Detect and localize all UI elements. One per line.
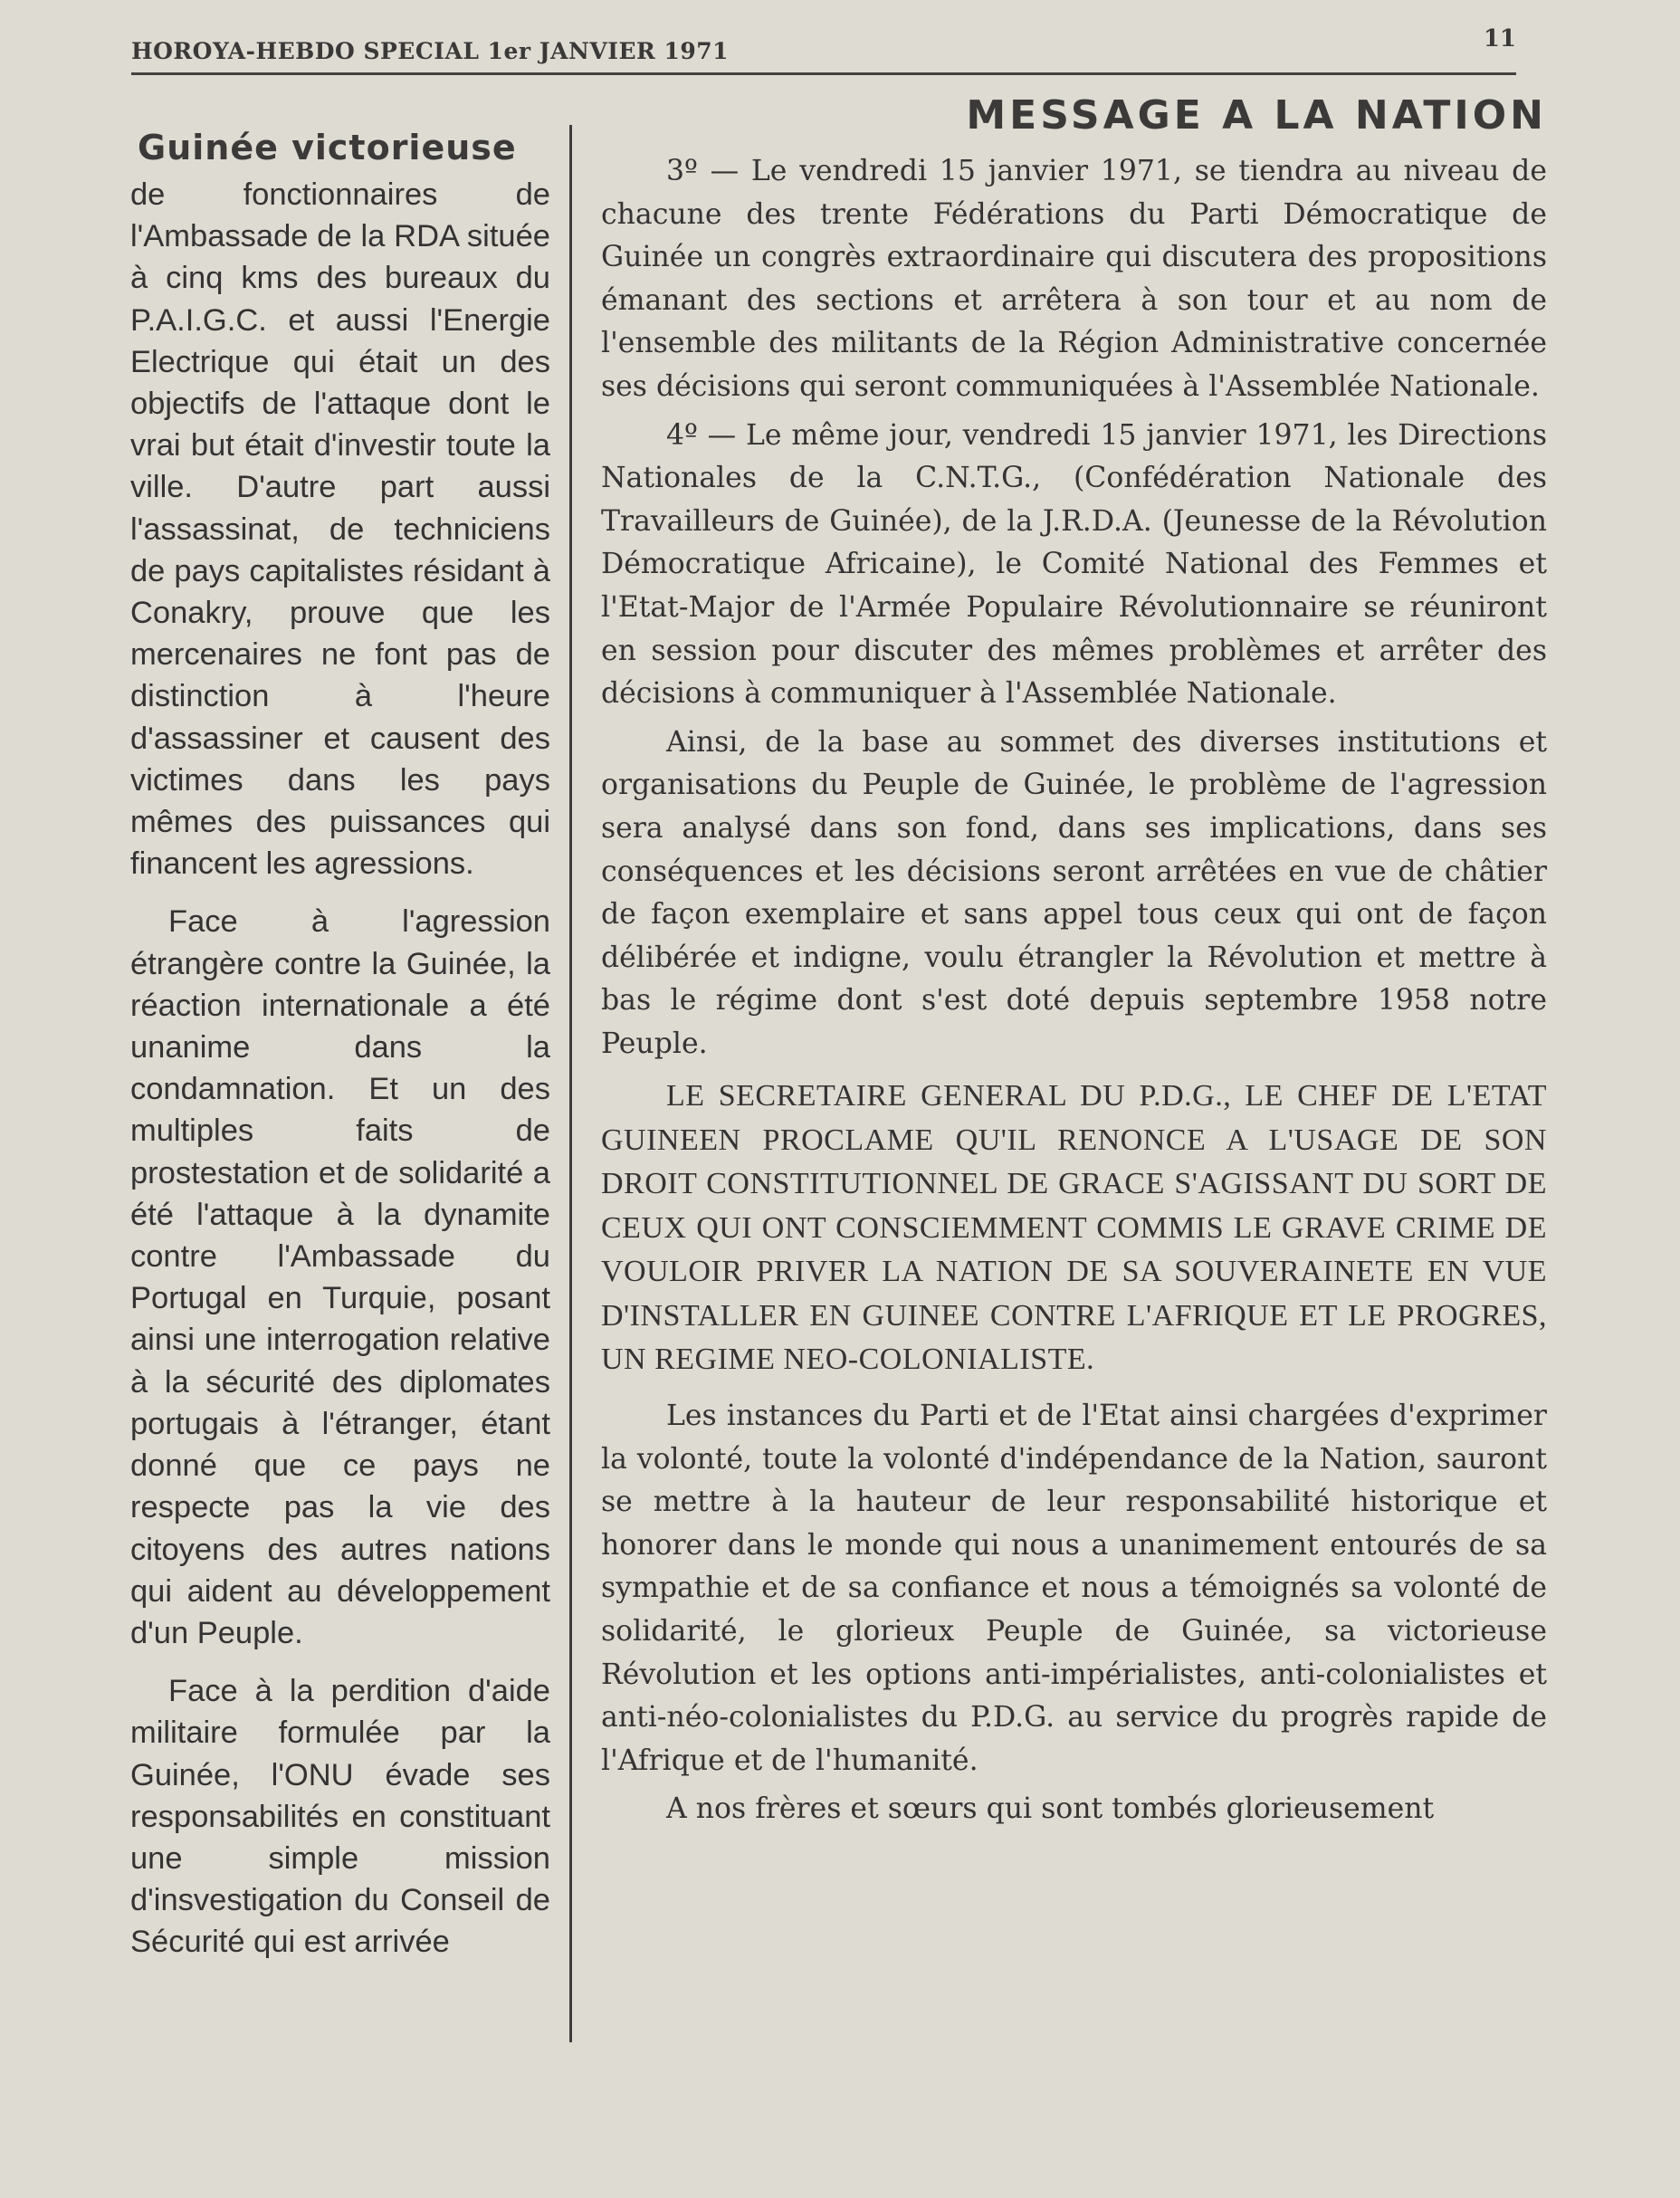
proclamation-paragraph: LE SECRETAIRE GENERAL DU P.D.G., LE CHEF DE L'ETAT GUINEEN PROCLAME QU'IL RENONCE A L'USAGE DE SON DROIT CONSTITUTIONNEL DE GRACE S'AGISSANT DU SORT DE CEUX QUI ONT CONSCIEMMENT COMMIS LE GRAVE CRIME DE VOULOIR PRIVER LA NATION DE SA SOUVERAINETE EN VUE D'INSTALLER EN GUINEE CONTRE L'AFRIQUE ET LE PROGRES, UN REGIME NEO-COLONIALISTE. <box>601 1079 1547 1377</box>
publication-header-title: HOROYA-HEBDO SPECIAL 1er JANVIER 1971 <box>131 38 730 64</box>
right-column-article <box>601 91 1547 1837</box>
right-paragraph: Les instances du Parti et de l'Etat ainsi chargées d'exprimer la volonté, toute la volonté d'indépendance de la Nation, sauront se mettre à la hauteur de leur responsabilité historique et honorer dans le monde qui nous a unanimement entourés de sa sympathie et de sa confiance et nous a témoignés sa volonté de solidarité, le glorieux Peuple de Guinée, sa victorieuse Révolution et les options anti-impérialistes, anti-colonialistes et anti-néo-colonialistes du P.D.G. au service du progrès rapide de l'Afrique et de l'humanité. <box>601 1399 1547 1777</box>
left-article-title: Guinée victorieuse <box>138 128 517 167</box>
right-paragraph: 4º — Le même jour, vendredi 15 janvier 1971, les Directions Nationales de la C.N.T.G., (Confédération Nationale des Travailleurs de Guinée), de la J.R.D.A. (Jeunesse de la Révolution Démocratique Africaine), le Comité National des Femmes et l'Etat-Major de l'Armée Populaire Révolutionnaire se réuniront en session pour discuter des mêmes problèmes et arrêter des décisions à communiquer à l'Assemblée Nationale. <box>601 418 1547 711</box>
header-rule <box>131 72 1516 75</box>
left-paragraph: Face à la perdition d'aide militaire formulée par la Guinée, l'ONU évade ses responsabilités en constituant une simple mission d'insvestigation du Conseil de Sécurité qui est arrivée <box>130 1674 550 1960</box>
column-divider <box>569 125 572 2042</box>
left-paragraph: de fonctionnaires de l'Ambassade de la RDA située à cinq kms des bureaux du P.A.I.G.C. et aussi l'Energie Electrique qui était un des objectifs de l'attaque dont le vrai but était d'investir toute la ville. D'autre part aussi l'assassinat, de techniciens de pays capitalistes résidant à Conakry, prouve que les mercenaires ne font pas de distinction à l'heure d'assassiner et causent des victimes dans les pays mêmes des puissances qui financent les agressions. <box>130 177 550 882</box>
right-paragraph: 3º — Le vendredi 15 janvier 1971, se tiendra au niveau de chacune des trente Fédérations du Parti Démocratique de Guinée un congrès extraordinaire qui discutera des propositions émanant des sections et arrêtera à son tour et au nom de l'ensemble des militants de la Région Administrative concernée ses décisions qui seront communiquées à l'Assemblée Nationale. <box>601 155 1547 403</box>
right-paragraph: A nos frères et sœurs qui sont tombés glorieusement <box>666 1792 1435 1826</box>
right-article-title: MESSAGE A LA NATION <box>966 92 1547 139</box>
page-number: 11 <box>1483 25 1516 53</box>
left-paragraph: Face à l'agression étrangère contre la Guinée, la réaction internationale a été unanime dans la condamnation. Et un des multiples faits de prostestation et de solidarité a été l'attaque à la dynamite contre l'Ambassade du Portugal en Turquie, posant ainsi une interrogation relative à la sécurité des diplomates portugais à l'étranger, étant donné que ce pays ne respecte pas la vie des citoyens des autres nations qui aident au développement d'un Peuple. <box>130 904 550 1650</box>
page-header <box>131 25 1516 80</box>
left-column-article <box>130 125 550 1980</box>
right-paragraph: Ainsi, de la base au sommet des diverses institutions et organisations du Peuple de Guinée, le problème de l'agression sera analysé dans son fond, dans ses implications, dans ses conséquences et les décisions seront arrêtées en vue de châtier de façon exemplaire et sans appel tous ceux qui ont de façon délibérée et indigne, voulu étrangler la Révolution et mettre à bas le régime dont s'est doté depuis septembre 1958 notre Peuple. <box>601 725 1547 1060</box>
